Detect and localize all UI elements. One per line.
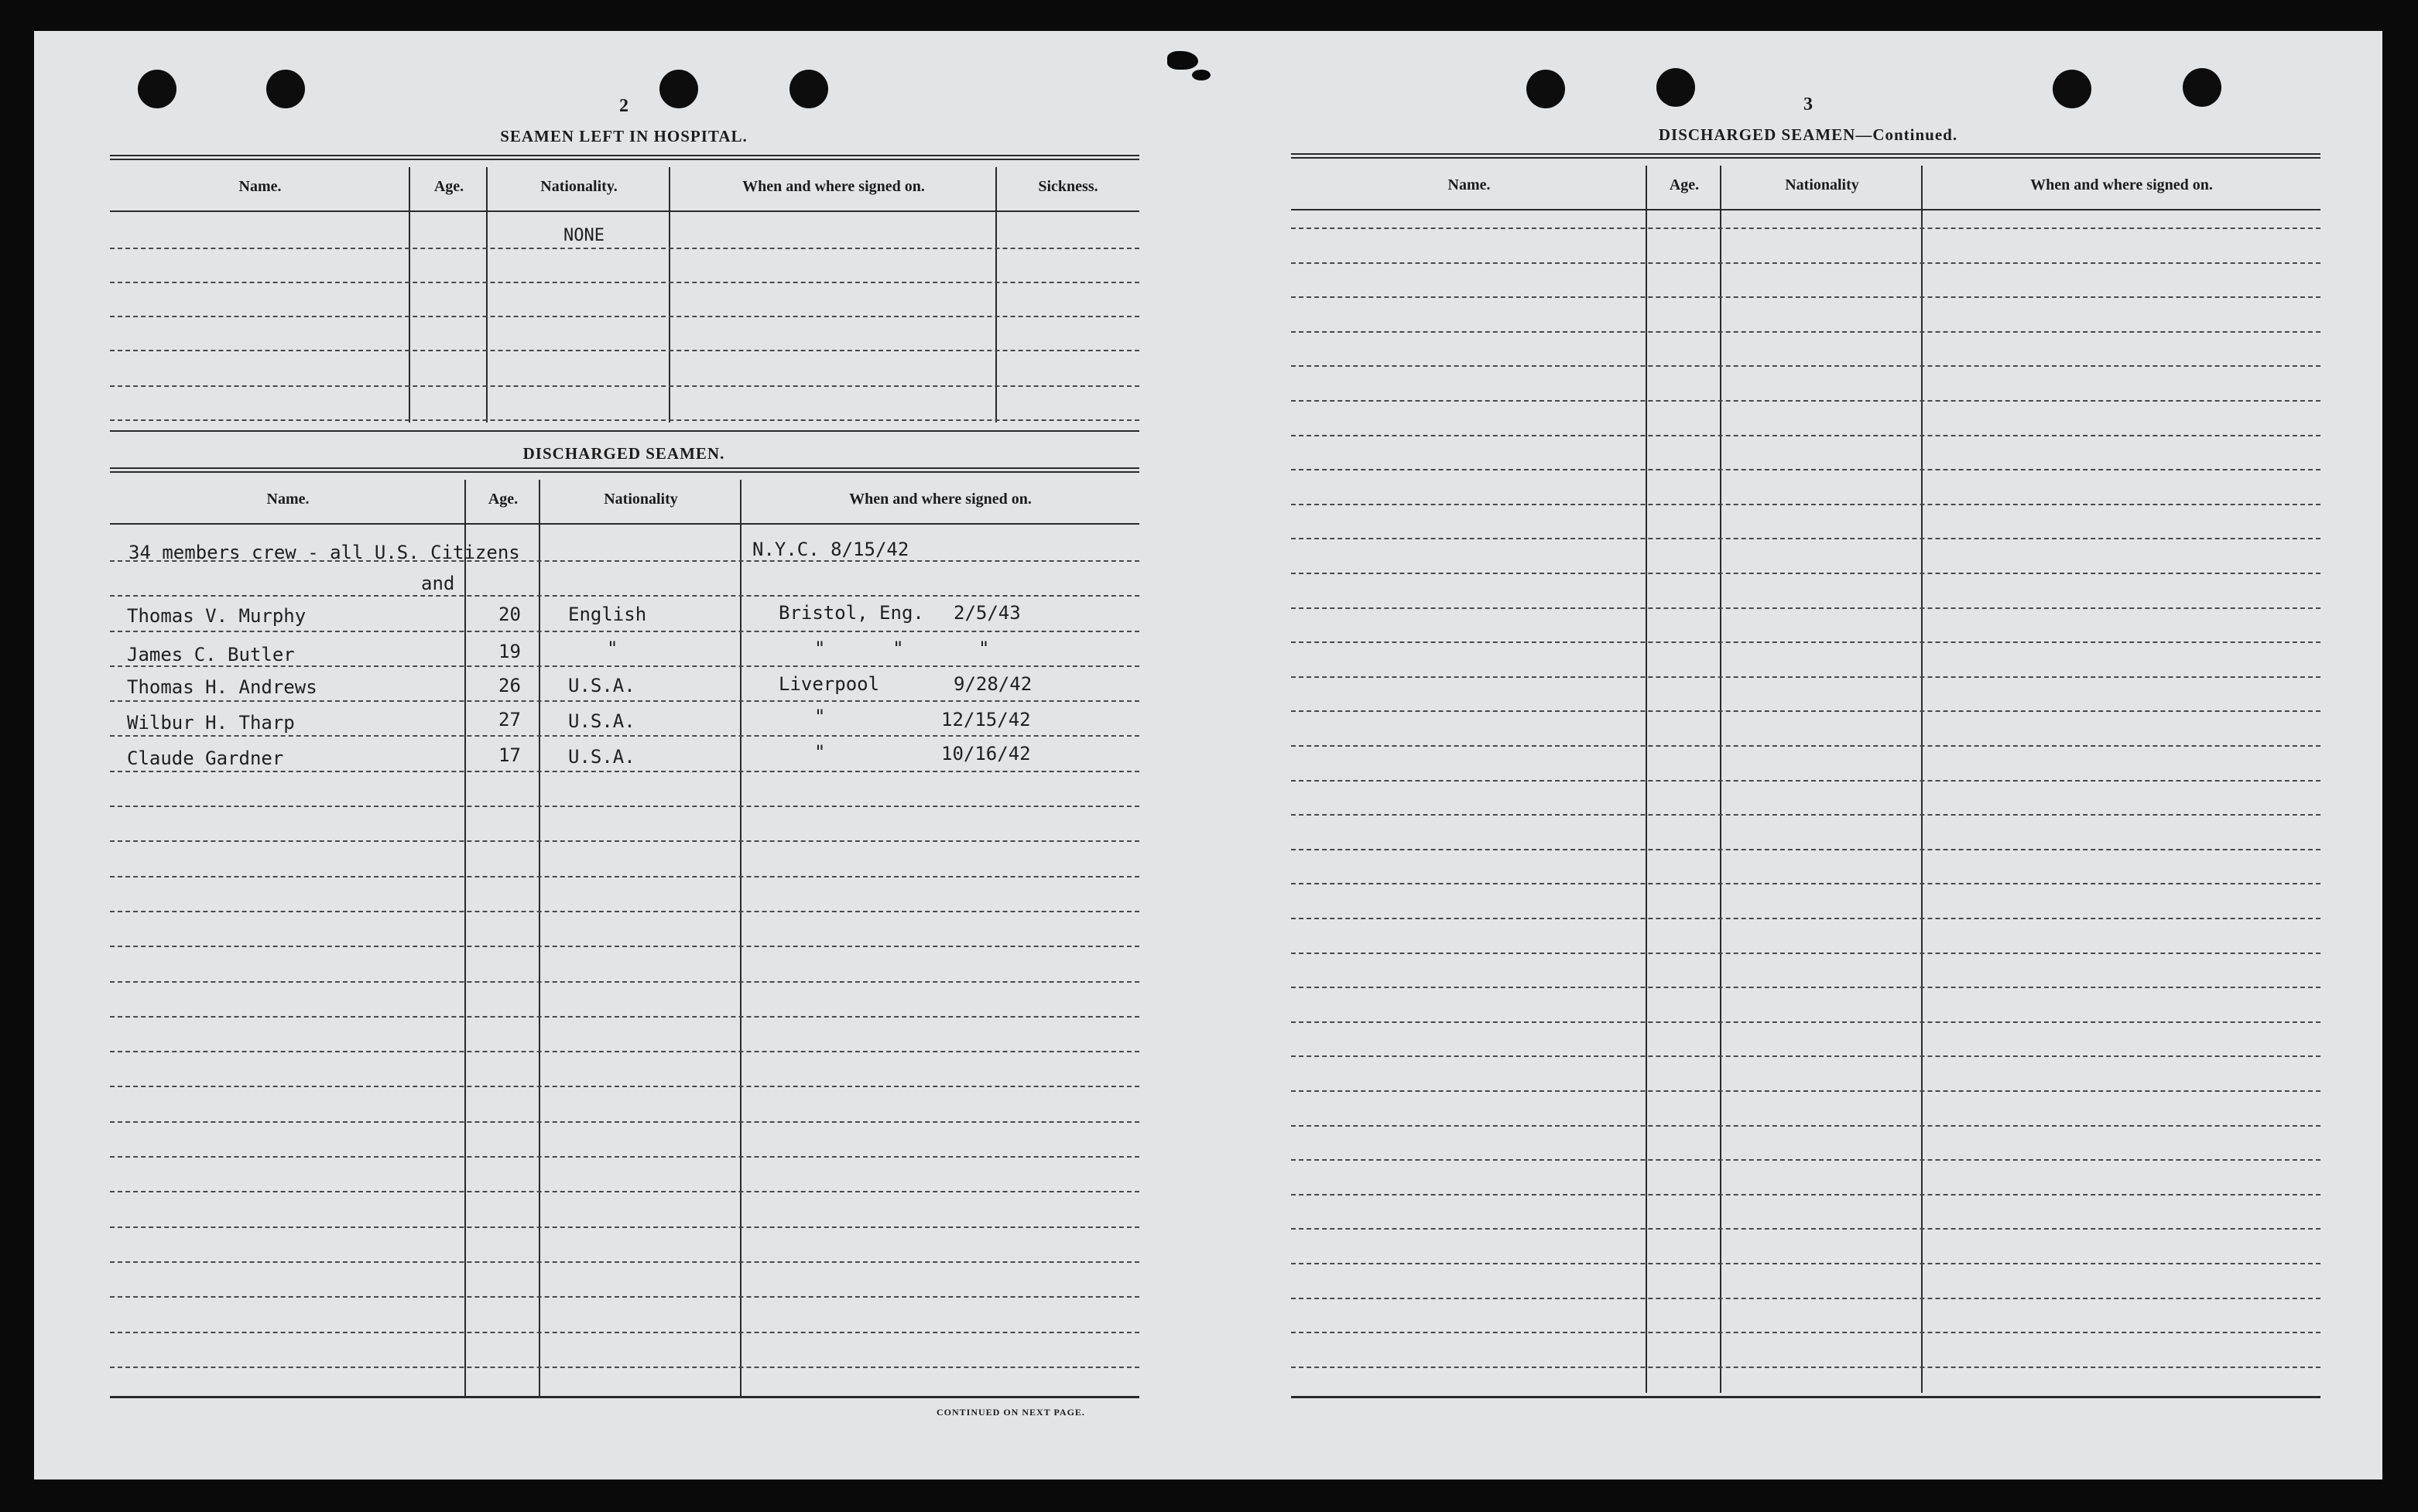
ruled-line <box>1291 573 2320 574</box>
seaman-name: Claude Gardner <box>127 747 284 769</box>
seaman-nationality: " <box>607 638 618 659</box>
ruled-line <box>1291 1194 2320 1196</box>
seaman-signed-place: Bristol, Eng. <box>779 602 924 624</box>
crew-signed-on: N.Y.C. 8/15/42 <box>752 539 909 560</box>
col-header-age: Age. <box>1669 176 1700 193</box>
ruled-line <box>1291 1263 2320 1264</box>
col-header-nationality: Nationality. <box>540 178 618 195</box>
ruled-line <box>1291 435 2320 436</box>
column-divider <box>1720 166 1721 1393</box>
col-header-name: Name. <box>266 491 310 508</box>
seaman-signed-date: " <box>978 638 990 659</box>
ruled-line <box>1291 814 2320 816</box>
ruled-line <box>1291 1228 2320 1230</box>
crew-note: 34 members crew - all U.S. Citizens <box>128 542 520 563</box>
ruled-line <box>1291 745 2320 747</box>
col-header-name: Name. <box>238 178 282 195</box>
ruled-line <box>1291 883 2320 884</box>
continued-section-title: DISCHARGED SEAMEN—Continued. <box>1658 125 1958 144</box>
ruled-line <box>1291 1125 2320 1127</box>
col-header-signed-on: When and where signed on. <box>742 178 925 195</box>
seaman-age: 27 <box>498 709 521 730</box>
ruled-line <box>1291 849 2320 850</box>
seaman-name: Wilbur H. Tharp <box>127 712 295 734</box>
seaman-age: 19 <box>498 641 521 662</box>
ruled-line <box>1291 918 2320 919</box>
seaman-signed-date: 12/15/42 <box>941 709 1031 730</box>
col-header-nationality: Nationality <box>1785 176 1859 193</box>
continued-footer: CONTINUED ON NEXT PAGE. <box>937 1407 1085 1418</box>
page-number: 2 <box>619 96 628 116</box>
crew-note-continuation: and <box>421 573 455 594</box>
ruled-line <box>1291 296 2320 298</box>
ruled-line <box>1291 676 2320 678</box>
col-header-signed-on: When and where signed on. <box>2030 176 2213 193</box>
ruled-line <box>1291 1332 2320 1333</box>
ruled-line <box>1291 607 2320 609</box>
rule-double <box>1291 153 2320 159</box>
ruled-line <box>1291 1090 2320 1092</box>
seaman-signed-date: 10/16/42 <box>941 743 1031 765</box>
ruled-line <box>1291 331 2320 333</box>
seaman-signed-place: " <box>814 741 826 763</box>
hospital-entry: NONE <box>563 226 604 245</box>
col-header-signed-on: When and where signed on. <box>849 491 1032 508</box>
ruled-line <box>1291 641 2320 643</box>
ruled-line <box>1291 953 2320 954</box>
ruled-line <box>1291 780 2320 782</box>
ruled-line <box>1291 538 2320 539</box>
seaman-nationality: U.S.A. <box>568 746 635 768</box>
ruled-line <box>1291 1021 2320 1023</box>
seaman-name: Thomas H. Andrews <box>127 676 317 698</box>
ruled-line <box>1291 469 2320 470</box>
ruled-line <box>1291 400 2320 402</box>
hospital-section-title: SEAMEN LEFT IN HOSPITAL. <box>500 127 748 145</box>
document-scan <box>34 31 2382 1480</box>
page-number: 3 <box>1803 94 1813 115</box>
right-page <box>34 31 2382 1480</box>
ruled-line <box>1291 1055 2320 1057</box>
seaman-nationality: U.S.A. <box>568 675 635 696</box>
ruled-line <box>1291 227 2320 229</box>
seaman-nationality: English <box>568 604 647 625</box>
ruled-line <box>1291 262 2320 264</box>
ruled-line <box>1291 1367 2320 1368</box>
ruled-line <box>1291 1298 2320 1299</box>
seaman-name: James C. Butler <box>127 644 295 665</box>
column-divider <box>1646 166 1647 1393</box>
ruled-line <box>1291 987 2320 988</box>
col-header-age: Age. <box>488 491 519 508</box>
seaman-signed-place: " " <box>814 638 904 659</box>
seaman-signed-place: " <box>814 706 826 727</box>
col-header-nationality: Nationality <box>604 491 678 508</box>
seaman-nationality: U.S.A. <box>568 710 635 732</box>
col-header-sickness: Sickness. <box>1038 178 1098 195</box>
discharged-section-title: DISCHARGED SEAMEN. <box>522 444 725 463</box>
column-divider <box>1921 166 1923 1393</box>
ruled-line <box>1291 504 2320 505</box>
seaman-signed-date: 9/28/42 <box>954 673 1033 695</box>
seaman-age: 17 <box>498 744 521 766</box>
ruled-line <box>1291 710 2320 712</box>
seaman-signed-date: 2/5/43 <box>954 602 1021 624</box>
ruled-line <box>1291 365 2320 367</box>
header-rule <box>1291 209 2320 210</box>
bottom-rule <box>1291 1396 2320 1398</box>
seaman-age: 20 <box>498 604 521 625</box>
col-header-name: Name. <box>1447 176 1491 193</box>
seaman-name: Thomas V. Murphy <box>127 605 307 627</box>
ruled-line <box>1291 1159 2320 1161</box>
seaman-age: 26 <box>498 675 521 696</box>
col-header-age: Age. <box>433 178 464 195</box>
seaman-signed-place: Liverpool <box>779 673 880 695</box>
